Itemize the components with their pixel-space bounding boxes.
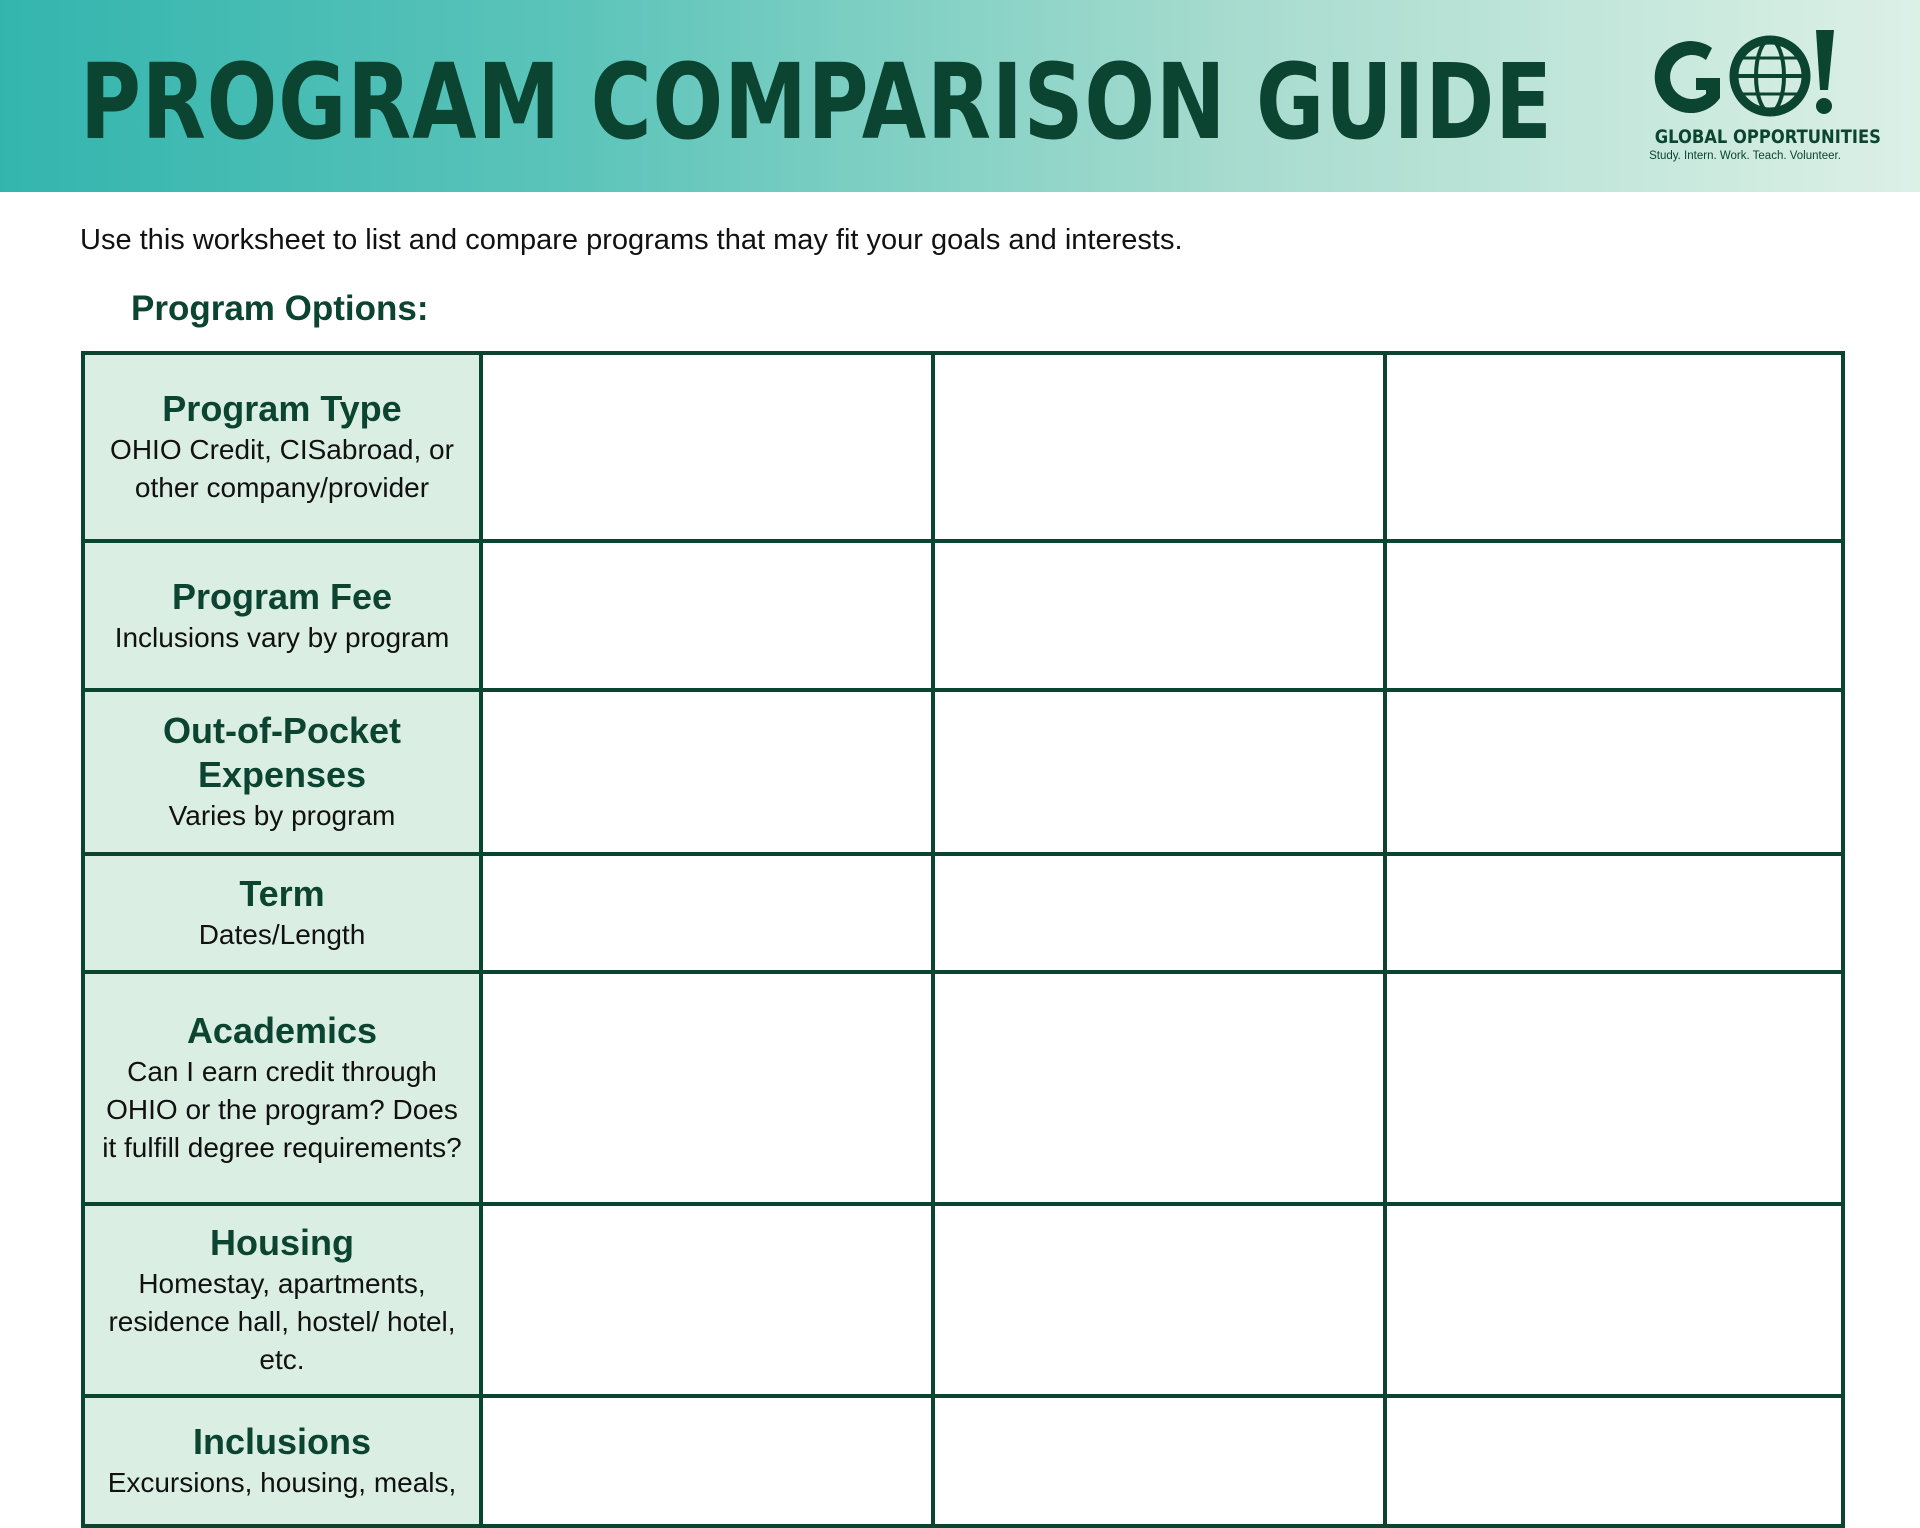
intro-text: Use this worksheet to list and compare programs that may fit your goals and interests. <box>80 224 1183 256</box>
program-3-cell[interactable] <box>1385 1204 1843 1396</box>
program-2-cell[interactable] <box>933 1396 1385 1526</box>
row-title: Term <box>239 873 325 914</box>
page-title: PROGRAM COMPARISON GUIDE <box>80 41 1553 163</box>
program-3-cell[interactable] <box>1385 541 1843 690</box>
program-1-cell[interactable] <box>481 972 933 1204</box>
row-description: Varies by program <box>168 800 396 831</box>
row-label-cell <box>83 353 481 541</box>
program-2-cell[interactable] <box>933 541 1385 690</box>
row-title: Program Type <box>162 388 402 429</box>
row-label-cell <box>83 1204 481 1396</box>
program-3-cell[interactable] <box>1385 690 1843 854</box>
program-3-cell[interactable] <box>1385 1396 1843 1526</box>
row-label-cell <box>83 854 481 972</box>
table-row-term <box>83 854 1843 972</box>
row-description: Excursions, housing, meals, <box>107 1467 457 1498</box>
program-2-cell[interactable] <box>933 353 1385 541</box>
table-row-program-fee <box>83 541 1843 690</box>
program-3-cell[interactable] <box>1385 854 1843 972</box>
program-3-cell[interactable] <box>1385 972 1843 1204</box>
program-1-cell[interactable] <box>481 1204 933 1396</box>
table-row-program-type <box>83 353 1843 541</box>
program-3-cell[interactable] <box>1385 353 1843 541</box>
program-2-cell[interactable] <box>933 1204 1385 1396</box>
program-2-cell[interactable] <box>933 972 1385 1204</box>
go-logo-mark <box>1650 26 1840 126</box>
table-row-inclusions <box>83 1396 1843 1526</box>
row-description: OHIO Credit, CISabroad, or other company/provider <box>110 434 454 503</box>
comparison-table <box>81 351 1845 1528</box>
program-2-cell[interactable] <box>933 690 1385 854</box>
row-label-cell <box>83 541 481 690</box>
row-description: Can I earn credit through OHIO or the program? Does it fulfill degree requirements? <box>102 1056 462 1163</box>
table-row-out-of-pocket <box>83 690 1843 854</box>
program-1-cell[interactable] <box>481 1396 933 1526</box>
program-1-cell[interactable] <box>481 541 933 690</box>
row-description: Homestay, apartments, residence hall, hostel/ hotel, etc. <box>108 1268 456 1375</box>
logo-tagline: Study. Intern. Work. Teach. Volunteer. <box>1649 150 1841 162</box>
row-title: Academics <box>186 1010 378 1051</box>
section-label: Program Options: <box>131 289 429 328</box>
table-row-academics <box>83 972 1843 1204</box>
row-title: Housing <box>210 1222 354 1263</box>
table-row-housing <box>83 1204 1843 1396</box>
row-title: Inclusions <box>192 1421 372 1462</box>
row-description: Inclusions vary by program <box>114 621 450 653</box>
row-title: Out-of-Pocket Expenses <box>163 710 401 795</box>
row-label-cell <box>83 972 481 1204</box>
row-description: Dates/Length <box>198 919 366 950</box>
logo-name: GLOBAL OPPORTUNITIES <box>1654 126 1881 148</box>
program-2-cell[interactable] <box>933 854 1385 972</box>
program-1-cell[interactable] <box>481 690 933 854</box>
program-1-cell[interactable] <box>481 854 933 972</box>
row-title: Program Fee <box>171 575 393 617</box>
row-label-cell <box>83 1396 481 1526</box>
header-band <box>0 0 1920 192</box>
go-global-opportunities-logo <box>1640 26 1881 166</box>
program-1-cell[interactable] <box>481 353 933 541</box>
row-label-cell <box>83 690 481 854</box>
